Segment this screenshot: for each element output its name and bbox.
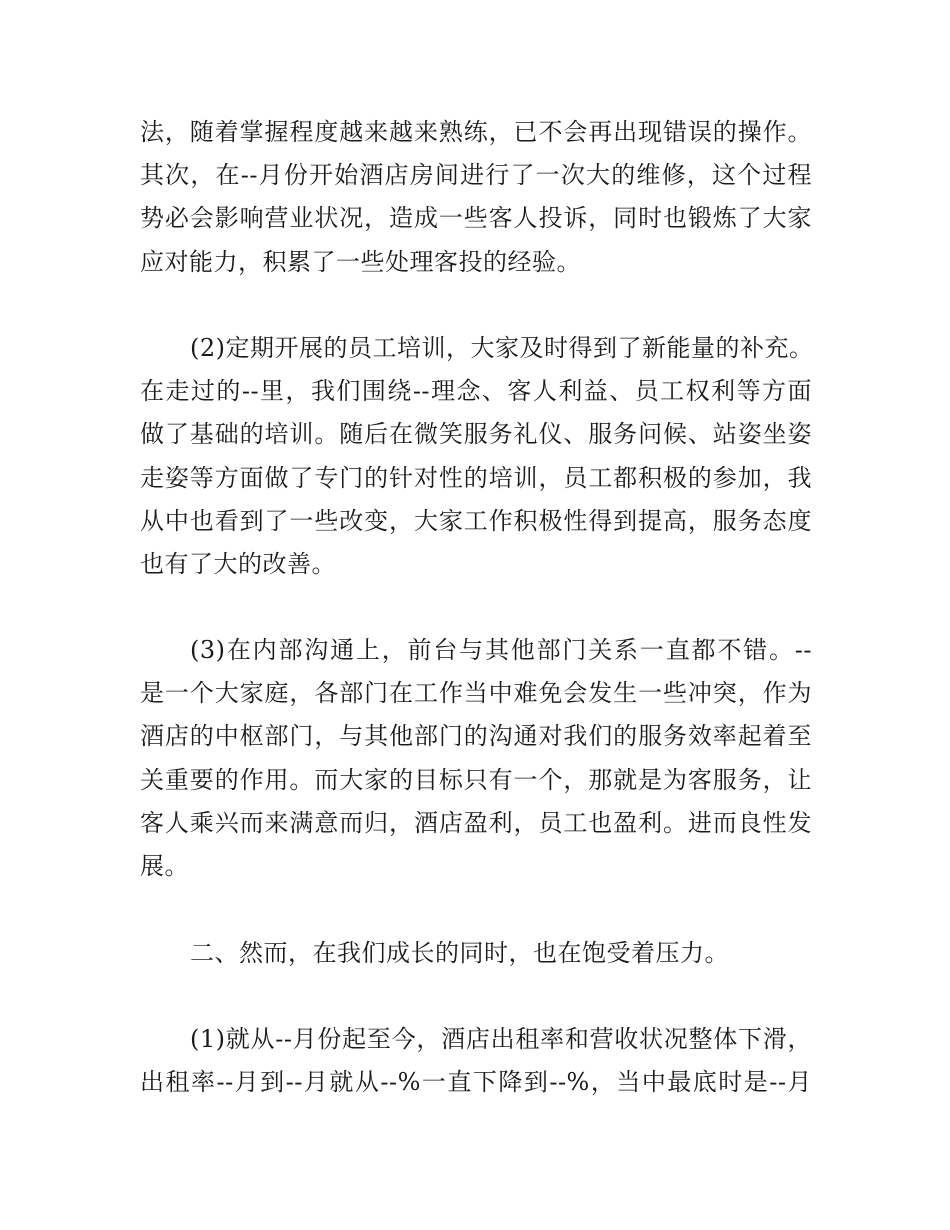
paragraph-1 — [140, 111, 812, 284]
text-line: 走姿等方面做了专门的针对性的培训，员工都积极的参加，我 — [140, 463, 812, 492]
text-line: 应对能力，积累了一些处理客投的经验。 — [140, 247, 581, 276]
text-line: 展。 — [140, 851, 189, 880]
text-line: (3)在内部沟通上，前台与其他部门关系一直都不错。-- — [190, 636, 812, 664]
text-line: (1)就从--月份起至今，酒店出租率和营收状况整体下滑， — [190, 1025, 812, 1053]
text-line: 势必会影响营业状况，造成一些客人投诉，同时也锻炼了大家 — [140, 204, 812, 233]
paragraph-4 — [140, 1018, 812, 1104]
text-line: 做了基础的培训。随后在微笑服务礼仪、服务问候、站姿坐姿 — [140, 420, 812, 449]
paragraph-3 — [140, 629, 812, 888]
text-line: 在走过的--里，我们围绕--理念、客人利益、员工权利等方面 — [140, 377, 812, 406]
text-line: 出租率--月到--月就从--%一直下降到--%，当中最底时是--月 — [140, 1068, 812, 1097]
text-line: 是一个大家庭，各部门在工作当中难免会发生一些冲突，作为 — [140, 679, 812, 708]
text-line: 也有了大的改善。 — [140, 549, 336, 578]
text-line: 客人乘兴而来满意而归，酒店盈利，员工也盈利。进而良性发 — [140, 808, 812, 837]
text-line: 从中也看到了一些改变，大家工作积极性得到提高，服务态度 — [140, 506, 812, 535]
text-line: 其次，在--月份开始酒店房间进行了一次大的维修，这个过程 — [140, 161, 812, 190]
paragraph-2 — [140, 327, 812, 586]
text-line: (2)定期开展的员工培训，大家及时得到了新能量的补充。 — [190, 334, 814, 362]
text-line: 法，随着掌握程度越来越来熟练，已不会再出现错误的操作。 — [140, 118, 812, 146]
text-line: 二、然而，在我们成长的同时，也在饱受着压力。 — [190, 939, 729, 967]
text-line: 关重要的作用。而大家的目标只有一个，那就是为客服务，让 — [140, 765, 812, 794]
text-line: 酒店的中枢部门，与其他部门的沟通对我们的服务效率起着至 — [140, 722, 812, 751]
section-heading — [140, 932, 812, 975]
